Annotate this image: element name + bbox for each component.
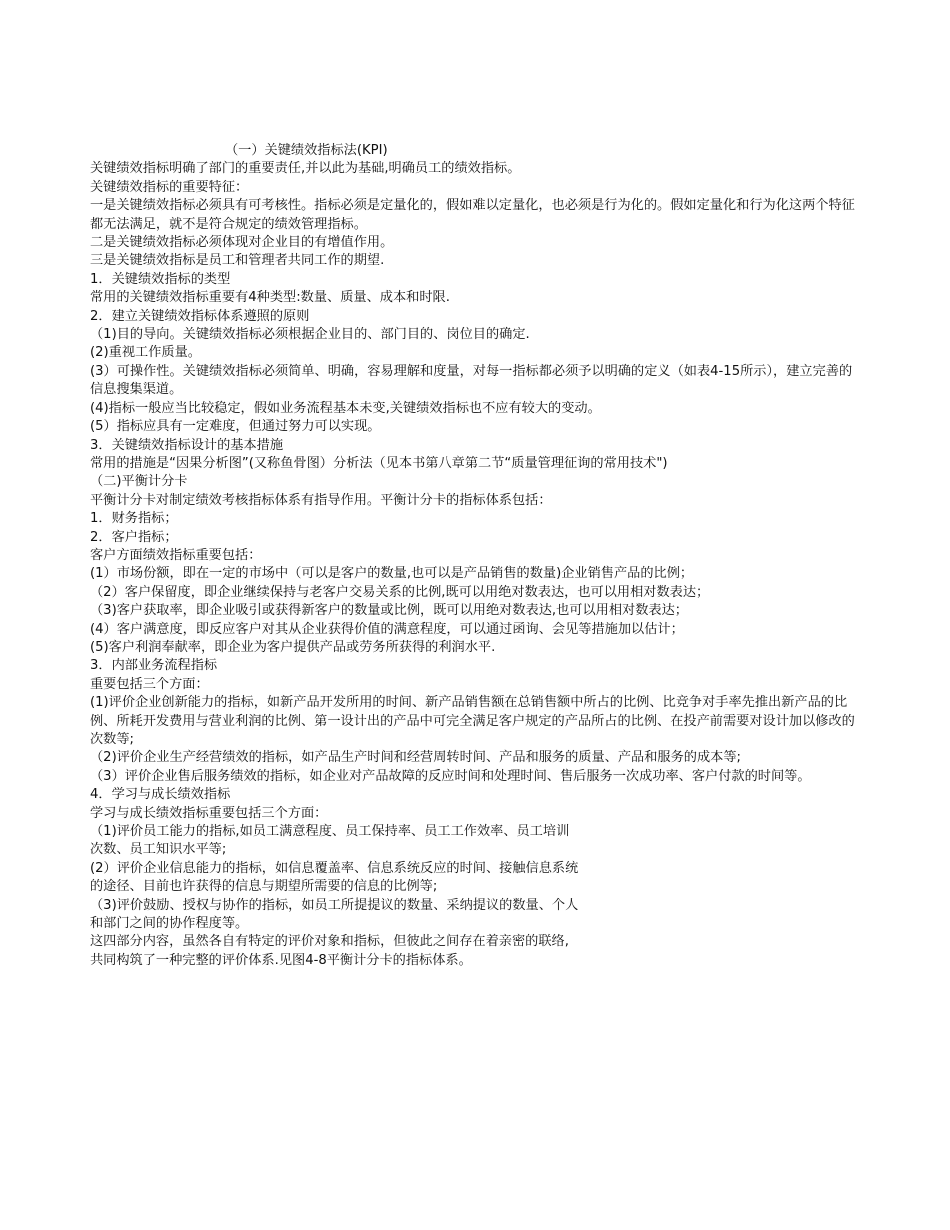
paragraph-line: 这四部分内容，虽然各自有特定的评价对象和指标，但彼此之间存在着亲密的联络, (90, 934, 569, 950)
list-item: (4)指标一般应当比较稳定，假如业务流程基本未变,关键绩效指标也不应有较大的变动。 (90, 400, 601, 416)
paragraph-line: 三是关键绩效指标是员工和管理者共同工作的期望. (90, 253, 385, 269)
paragraph-line: 平衡计分卡对制定绩效考核指标体系有指导作用。平衡计分卡的指标体系包括： (90, 492, 552, 508)
list-item: (4）客户满意度，即反应客户对其从企业获得价值的满意程度，可以通过函询、会见等措施加以估计； (90, 621, 684, 637)
list-item: （3)客户获取率，即企业吸引或获得新客户的数量或比例，既可以用绝对数表达,也可以用相对数表达； (90, 603, 688, 619)
paragraph-line: 常用的措施是“因果分析图”(又称鱼骨图）分析法（见本书第八章第二节“质量管理征询的常用技术") (90, 455, 668, 471)
list-item: (2）评价企业信息能力的指标，如信息覆盖率、信息系统反应的时间、接触信息系统 (90, 860, 579, 876)
paragraph-line: 客户方面绩效指标重要包括： (90, 547, 262, 563)
section-title-kpi: （一）关键绩效指标法(KPI) (225, 143, 388, 158)
paragraph-line: 关键绩效指标的重要特征： (90, 179, 249, 195)
heading-financial: 1．财务指标； (90, 511, 178, 527)
paragraph-line: 重要包括三个方面： (90, 676, 209, 692)
list-item-continuation: 和部门之间的协作程度等。 (90, 916, 249, 932)
list-item: (1)评价企业创新能力的指标，如新产品开发所用的时间、新产品销售额在总销售额中所占的比例、比竞争对手率先推出新产品的比例、所耗开发费用与营业利润的比例、第一设计出的产品中可完全满足客户规定的产品所占的比例、在投产前需要对设计加以修改的次数等; (90, 695, 855, 747)
list-item: (3）可操作性。关键绩效指标必须简单、明确，容易理解和度量，对每一指标都必须予以明确的定义（如表4-15所示），建立完善的信息搜集渠道。 (90, 363, 853, 398)
heading-kpi-design: 3．关键绩效指标设计的基本措施 (90, 437, 284, 453)
paragraph-line: 二是关键绩效指标必须体现对企业目的有增值作用。 (90, 235, 394, 251)
heading-customer: 2．客户指标； (90, 529, 178, 545)
list-item-continuation: 次数、员工知识水平等; (90, 842, 227, 858)
heading-internal-process: 3．内部业务流程指标 (90, 658, 218, 674)
paragraph-line: 共同构筑了一种完整的评价体系.见图4-8平衡计分卡的指标体系。 (90, 952, 472, 968)
list-item: （2)评价企业生产经营绩效的指标，如产品生产时间和经营周转时间、产品和服务的质量、产品和服务的成本等; (90, 750, 741, 766)
list-item: （3）评价企业售后服务绩效的指标，如企业对产品故障的反应时间和处理时间、售后服务一次成功率、客户付款的时间等。 (90, 768, 811, 784)
paragraph-line: 常用的关键绩效指标重要有4种类型:数量、质量、成本和时限. (90, 290, 450, 306)
heading-kpi-types: 1．关键绩效指标的类型 (90, 271, 231, 287)
document-body (90, 142, 865, 970)
section-title-bsc: （二)平衡计分卡 (90, 474, 188, 490)
list-item: (5）指标应具有一定难度，但通过努力可以实现。 (90, 419, 381, 435)
heading-learning-growth: 4．学习与成长绩效指标 (90, 787, 231, 803)
list-item: （1)目的导向。关键绩效指标必须根据企业目的、部门目的、岗位目的确定. (90, 327, 530, 343)
list-item: (1）市场份额，即在一定的市场中（可以是客户的数量,也可以是产品销售的数量)企业销售产品的比例； (90, 566, 694, 582)
paragraph-line: 关键绩效指标明确了部门的重要责任,并以此为基础,明确员工的绩效指标。 (90, 161, 521, 177)
list-item: (2)重视工作质量。 (90, 345, 201, 361)
list-item-continuation: 的途径、目前也许获得的信息与期望所需要的信息的比例等; (90, 879, 438, 895)
list-item: (5)客户利润奉献率，即企业为客户提供产品或劳务所获得的利润水平. (90, 639, 496, 655)
list-item: （1)评价员工能力的指标,如员工满意程度、员工保持率、员工工作效率、员工培训 (90, 824, 570, 840)
list-item: （2）客户保留度，即企业继续保持与老客户交易关系的比例,既可以用绝对数表达，也可以用相对数表达； (90, 584, 710, 600)
paragraph-line: 一是关键绩效指标必须具有可考核性。指标必须是定量化的，假如难以定量化，也必须是行为化的。假如定量化和行为化这两个特征都无法满足，就不是符合规定的绩效管理指标。 (90, 198, 855, 232)
paragraph-line: 学习与成长绩效指标重要包括三个方面： (90, 805, 328, 821)
list-item: （3)评价鼓励、授权与协作的指标，如员工所提提议的数量、采纳提议的数量、个人 (90, 897, 579, 913)
heading-kpi-principles: 2．建立关键绩效指标体系遵照的原则 (90, 308, 310, 324)
